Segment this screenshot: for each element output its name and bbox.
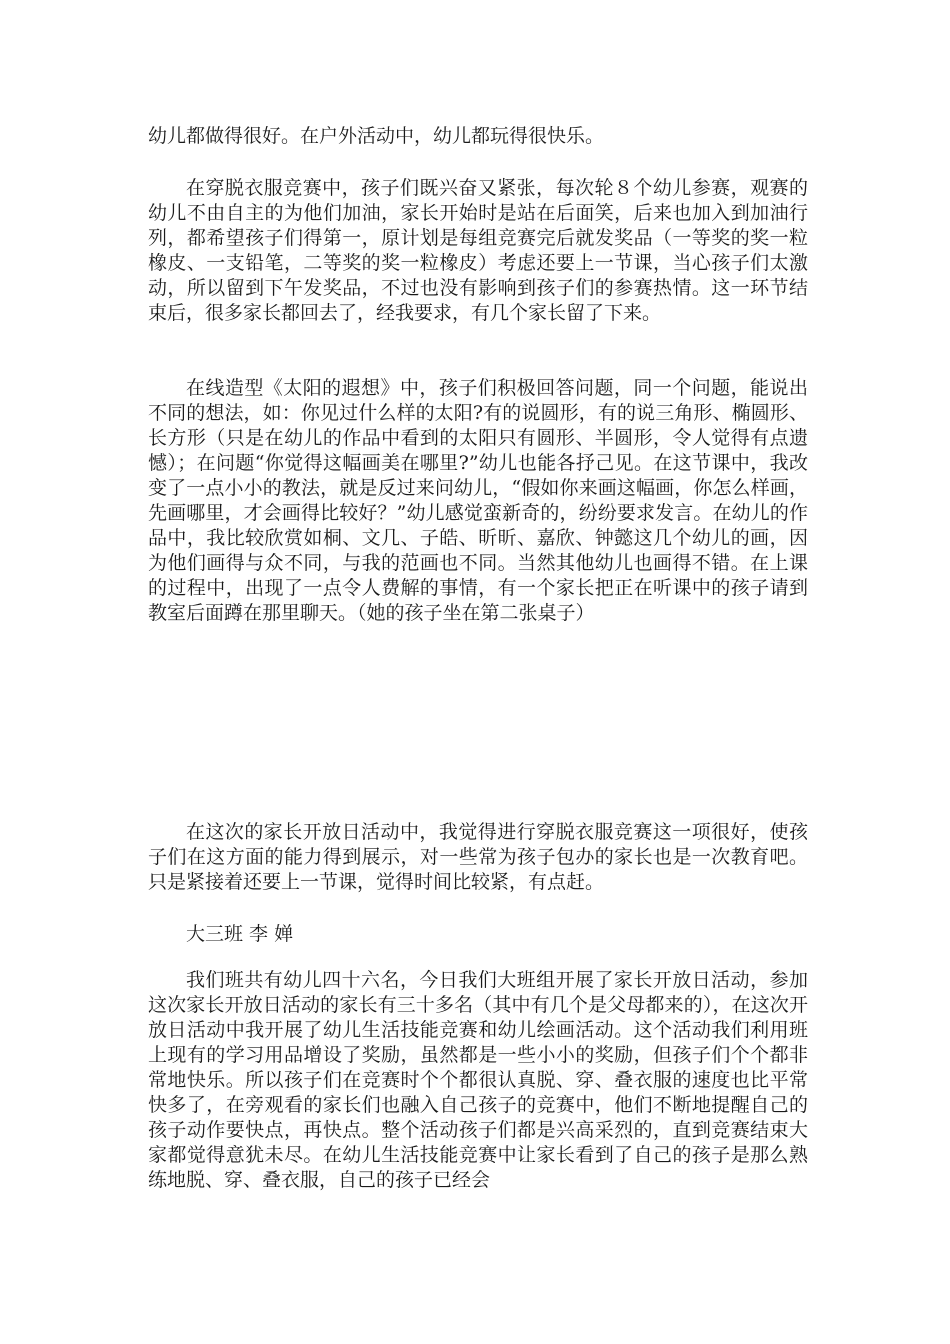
paragraph-dressing-contest: 在穿脱衣服竞赛中，孩子们既兴奋又紧张，每次轮８个幼儿参赛，观赛的幼儿不由自主的为他们加油，家长开始时是站在后面笑，后来也加入到加油行列，都希望孩子们得第一，原计划是每组竞赛完后就发奖品（一等奖的奖一粒橡皮、一支铅笔，二等奖的奖一粒橡皮）考虑还要上一节课，当心孩子们太激动，所以留到下午发奖品，不过也没有影响到孩子们的参赛热情。这一环节结束后，很多家长都回去了，经我要求，有几个家长留了下来。: [148, 177, 808, 324]
paragraph-sun-drawing-lesson: 在线造型《太阳的遐想》中，孩子们积极回答问题，同一个问题，能说出不同的想法，如：你见过什么样的太阳?有的说圆形，有的说三角形、椭圆形、长方形（只是在幼儿的作品中看到的太阳只有圆形、半圆形，令人觉得有点遗憾）；在问题“你觉得这幅画美在哪里?”幼儿也能各抒己见。在这节课中，我改变了一点小小的教法，就是反过来问幼儿，“假如你来画这幅画，你怎么样画，先画哪里，才会画得比较好？”幼儿感觉蛮新奇的，纷纷要求发言。在幼儿的作品中，我比较欣赏如桐、文几、子皓、昕昕、嘉欣、钟懿这几个幼儿的画，因为他们画得与众不同，与我的范画也不同。当然其他幼儿也画得不错。在上课的过程中，出现了一点令人费解的事情，有一个家长把正在听课中的孩子请到教室后面蹲在那里聊天。（她的孩子坐在第二张桌子）: [148, 377, 808, 624]
paragraph-class-report: 我们班共有幼儿四十六名，今日我们大班组开展了家长开放日活动，参加这次家长开放日活动的家长有三十多名（其中有几个是父母都来的），在这次开放日活动中我开展了幼儿生活技能竞赛和幼儿绘画活动。这个活动我们利用班上现有的学习用品增设了奖励，虽然都是一些小小的奖励，但孩子们个个都非常地快乐。所以孩子们在竞赛时个个都很认真脱、穿、叠衣服的速度也比平常快多了，在旁观看的家长们也融入自己孩子的竞赛中，他们不断地提醒自己的孩子动作要快点，再快点。整个活动孩子们都是兴高采烈的，直到竞赛结束大家都觉得意犹未尽。在幼儿生活技能竞赛中让家长看到了自己的孩子是那么熟练地脱、穿、叠衣服，自己的孩子已经会: [148, 969, 808, 1191]
paragraph-reflection: 在这次的家长开放日活动中，我觉得进行穿脱衣服竞赛这一项很好，使孩子们在这方面的能力得到展示，对一些常为孩子包办的家长也是一次教育吧。只是紧接着还要上一节课，觉得时间比较紧，有点赶。: [148, 821, 808, 893]
paragraph-continuation: 幼儿都做得很好。在户外活动中，幼儿都玩得很快乐。: [148, 125, 605, 147]
section-author-line: 大三班 李 婵: [186, 923, 294, 945]
